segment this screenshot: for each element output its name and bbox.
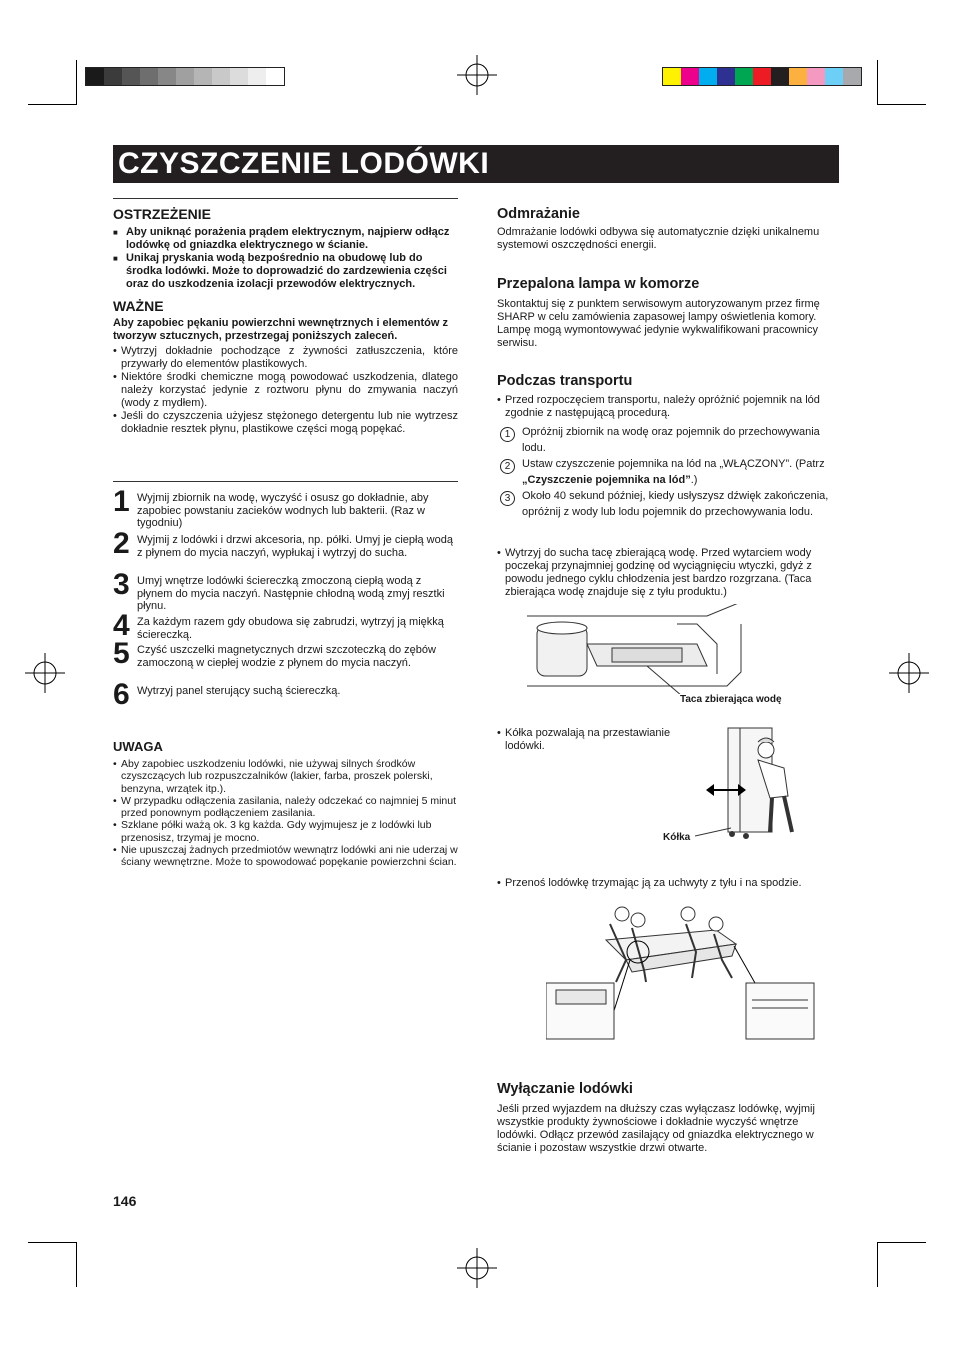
tray-label: Taca zbierająca wodę (680, 694, 782, 705)
step-number: 6 (113, 678, 130, 711)
important-item: • Niektóre środki chemiczne mogą powodować uszkodzenia, dlatego należy korzystać jedynie z roztworu płynu do zmywania naczyń (wody z mydłem). (113, 371, 458, 410)
step-number: 5 (113, 637, 130, 670)
registration-mark-left (25, 653, 65, 693)
substep-text: Około 40 sekund później, kiedy usłyszysz dźwięk zakończenia, opróżnij z wody lub lodu pojemnik do przechowywania lodu. (522, 490, 829, 518)
divider (113, 481, 458, 482)
registration-mark-right (889, 653, 929, 693)
carry-note (497, 877, 837, 890)
grey-swatch (158, 68, 176, 85)
registration-mark-top (457, 55, 497, 95)
carry-note-text: • Przenoś lodówkę trzymając ją za uchwyty z tyłu i na spodzie. (497, 877, 837, 890)
grey-swatch (194, 68, 212, 85)
grey-swatch (248, 68, 266, 85)
caution-item: • Szklane półki ważą ok. 3 kg każda. Gdy wyjmujesz je z lodówki lub przenosisz, trzymaj je mocno. (113, 819, 458, 844)
caution-item: • W przypadku odłączenia zasilania, należy odczekać co najmniej 5 minut przed ponownym podłączeniem zasilania. (113, 795, 458, 820)
color-swatch (825, 68, 843, 85)
step-text: Wyjmij zbiornik na wodę, wyczyść i osusz go dokładnie, aby zapobiec powstaniu zacieków wodnych lub bakterii. (Raz w tygodniu) (137, 492, 429, 529)
important-intro: Aby zapobiec pękaniu powierzchni wewnętrznych i elementów z tworzyw sztucznych, przestrzegaj poniższych zaleceń. (113, 317, 448, 342)
substep-text-ref: „Czyszczenie pojemnika na lód” (522, 473, 691, 486)
color-swatch (699, 68, 717, 85)
tray-note (497, 547, 837, 599)
registration-mark-bottom (457, 1248, 497, 1288)
grey-scale-bar (85, 67, 285, 86)
step-text: Za każdym razem gdy obudowa się zabrudzi, wytrzyj ją miękką ściereczką. (137, 616, 444, 641)
caution-item: • Nie upuszczaj żadnych przedmiotów wewnątrz lodówki ani nie uderzaj w ściany wewnętrzne. Może to spowodować popękanie powierzchni ścian. (113, 844, 458, 869)
step-number: 3 (113, 568, 130, 601)
wheels-note-text: • Kółka pozwalają na przestawianie lodówki. (497, 727, 697, 753)
color-swatch (753, 68, 771, 85)
important-item: • Wytrzyj dokładnie pochodzące z żywności zatłuszczenia, które przywarły do elementów plastikowych. (113, 345, 458, 371)
page-title: CZYSZCZENIE LODÓWKI (118, 147, 490, 180)
color-swatch (789, 68, 807, 85)
caution-item: • Aby zapobiec uszkodzeniu lodówki, nie używaj silnych środków czyszczących lub rozpuszczalników (lakier, farba, proszek polerski, benzyna, wrzątek itp.). (113, 758, 458, 795)
warning-item: ■ Unikaj pryskania wodą bezpośrednio na obudowę lub do środka lodówki. Może to doprowadzić do zardzewienia części oraz do uszkodzenia izolacji przewodów elektrycznych. (113, 252, 458, 291)
grey-swatch (140, 68, 158, 85)
warning-heading: OSTRZEŻENIE (113, 206, 212, 222)
step-text: Wyjmij z lodówki i drzwi akcesoria, np. półki. Umyj je ciepłą wodą z płynem do mycia naczyń, wypłukaj i wytrzyj do sucha. (137, 534, 453, 559)
transport-intro: • Przed rozpoczęciem transportu, należy opróżnić pojemnik na lód zgodnie z następującą procedurą. (497, 394, 837, 420)
grey-swatch (176, 68, 194, 85)
turn-off-section (497, 1081, 837, 1155)
step-text: Umyj wnętrze lodówki ściereczką zmoczoną ciepłą wodą z płynem do mycia naczyń. Następnie chłodną wodą zmyj resztki płynu. (137, 575, 445, 612)
tray-note-text: • Wytrzyj do sucha tacę zbierającą wodę. Przed wytarciem wody poczekaj przynajmniej godzinę od wyciągnięciu wtyczki, gdyż z powodu jednego cyklu chłodzenia jest bardzo rozgrzana. (Taca zbierająca wodę znajduje się z tyłu produktu.) (497, 547, 837, 599)
step-text: Wytrzyj panel sterujący suchą ściereczką. (137, 685, 341, 697)
color-swatch (843, 68, 861, 85)
warning-item: ■ Aby uniknąć porażenia prądem elektrycznym, najpierw odłącz lodówkę od gniazdka elektrycznego w ścianie. (113, 226, 458, 252)
grey-swatch (86, 68, 104, 85)
step-number: 2 (113, 527, 130, 560)
substep-2 (500, 457, 830, 488)
color-swatch (663, 68, 681, 85)
lamp-heading: Przepalona lampa w komorze (497, 276, 700, 292)
step-text: Czyść uszczelki magnetycznych drzwi szczoteczką do zębów zamoczoną w ciepłej wodzie z płynem do mycia naczyń. (137, 644, 436, 669)
substep-number: 2 (500, 459, 515, 474)
step-4 (113, 609, 458, 644)
transport-heading: Podczas transportu (497, 373, 633, 389)
color-swatch (735, 68, 753, 85)
color-calibration-bar (662, 67, 862, 86)
transport-section (497, 373, 837, 420)
defrost-heading: Odmrażanie (497, 206, 580, 222)
warning-section (113, 206, 458, 436)
important-item: • Jeśli do czyszczenia użyjesz stężonego detergentu lub nie wytrzesz dokładnie resztek płynu, plastikowe części mogą popękać. (113, 410, 458, 436)
turn-off-heading: Wyłączanie lodówki (497, 1081, 633, 1097)
grey-swatch (212, 68, 230, 85)
transport-substeps (500, 425, 830, 521)
caution-heading: UWAGA (113, 739, 163, 754)
substep-1 (500, 425, 830, 456)
step-2 (113, 527, 458, 574)
step-1 (113, 485, 458, 532)
color-swatch (807, 68, 825, 85)
step-6 (113, 678, 458, 713)
defrost-text: Odmrażanie lodówki odbywa się automatycznie dzięki unikalnemu systemowi oszczędności energii. (497, 226, 820, 251)
substep-text: Opróżnij zbiornik na wodę oraz pojemnik do przechowywania lodu. (522, 426, 820, 454)
page-title-banner (113, 145, 839, 183)
important-heading: WAŻNE (113, 298, 164, 314)
wheels-note (497, 727, 697, 753)
step-5 (113, 637, 458, 684)
lamp-section (497, 276, 837, 350)
substep-text-pre: Ustaw czyszczenie pojemnika na lód na „WŁĄCZONY”. (Patrz (522, 458, 825, 470)
step-number: 4 (113, 609, 130, 642)
page-number: 146 (113, 1193, 137, 1209)
color-swatch (717, 68, 735, 85)
color-swatch (771, 68, 789, 85)
lamp-text: Skontaktuj się z punktem serwisowym autoryzowanym przez firmę SHARP w celu zamówienia zapasowej lampy oświetlenia komory. Lampę mogą wymontowywać jedynie wykwalifikowani pracownicy serwisu. (497, 298, 820, 349)
substep-text-post: .) (690, 473, 698, 486)
water-tray-illustration (527, 604, 757, 694)
grey-swatch (230, 68, 248, 85)
substep-3 (500, 489, 830, 520)
color-swatch (681, 68, 699, 85)
carrying-refrigerator-illustration (546, 900, 816, 1042)
grey-swatch (104, 68, 122, 85)
substep-number: 1 (500, 427, 515, 442)
substep-number: 3 (500, 491, 515, 506)
grey-swatch (122, 68, 140, 85)
caution-section (113, 739, 458, 869)
wheels-label: Kółka (663, 832, 691, 843)
turn-off-text: Jeśli przed wyjazdem na dłuższy czas wyłączasz lodówkę, wyjmij wszystkie produkty żywnościowe i dokładnie wyczyść wnętrze lodówki. Odłącz przewód zasilający od gniazdka elektrycznego w ścianie i pozostaw wszystkie drzwi otwarte. (497, 1103, 815, 1154)
wheels-pointer (695, 826, 735, 840)
grey-swatch (266, 68, 284, 85)
step-3 (113, 568, 458, 615)
step-number: 1 (113, 485, 130, 518)
defrost-section (497, 206, 837, 252)
divider (113, 198, 458, 199)
